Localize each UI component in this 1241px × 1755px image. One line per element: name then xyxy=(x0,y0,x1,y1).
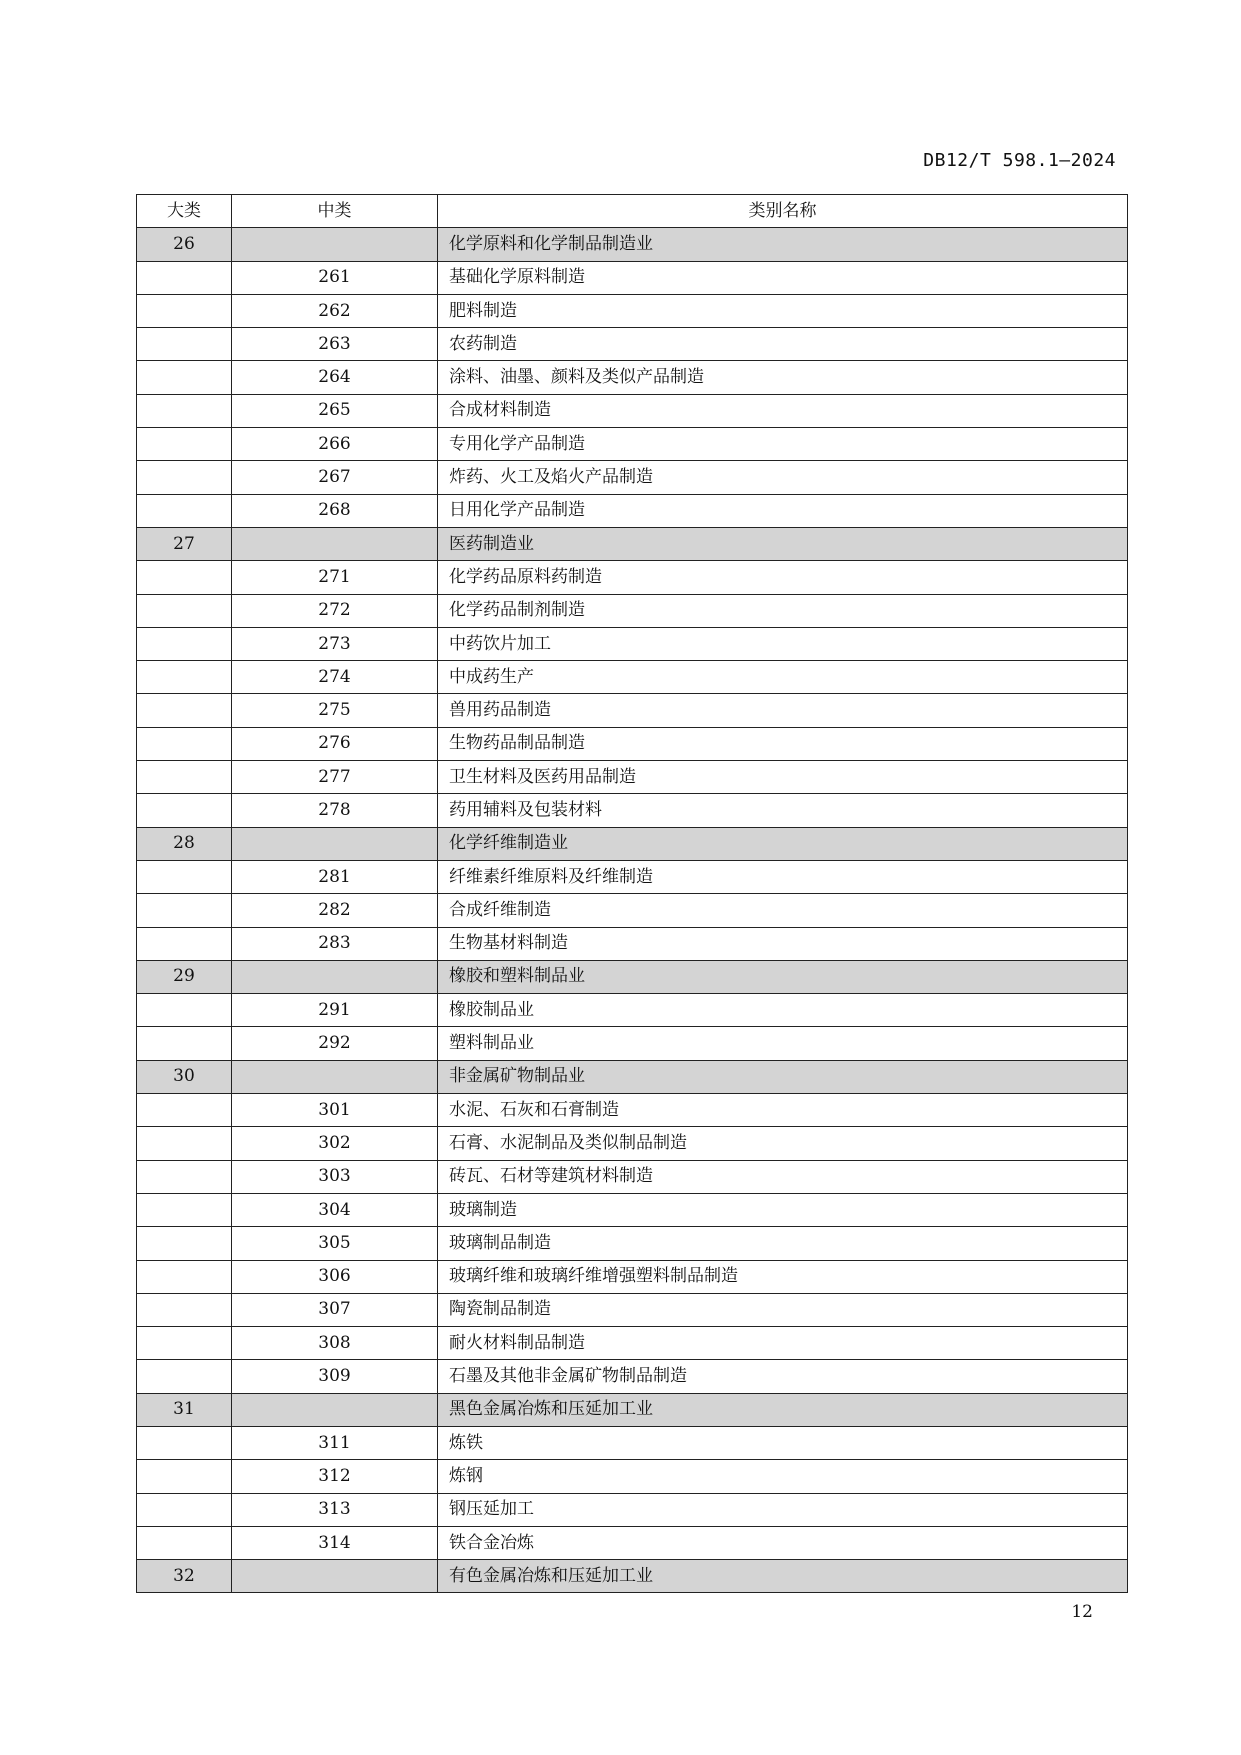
major-code-cell xyxy=(137,1260,232,1293)
major-category-row xyxy=(137,527,1128,560)
column-header-mid: 中类 xyxy=(232,195,438,228)
table-row xyxy=(137,761,1128,794)
major-code-cell xyxy=(137,1460,232,1493)
table-row xyxy=(137,1193,1128,1226)
major-code-cell xyxy=(137,1127,232,1160)
table-row xyxy=(137,1260,1128,1293)
category-name-cell: 水泥、石灰和石膏制造 xyxy=(438,1094,1128,1127)
mid-code-cell: 263 xyxy=(232,328,438,361)
major-code-cell xyxy=(137,1360,232,1393)
major-code-cell: 27 xyxy=(137,527,232,560)
mid-code-cell xyxy=(232,960,438,993)
mid-code-cell xyxy=(232,527,438,560)
table-header-row xyxy=(137,195,1128,228)
table-row xyxy=(137,994,1128,1027)
table-row xyxy=(137,727,1128,760)
table-row xyxy=(137,1094,1128,1127)
category-name-cell: 生物基材料制造 xyxy=(438,927,1128,960)
mid-code-cell: 292 xyxy=(232,1027,438,1060)
major-category-row xyxy=(137,1060,1128,1093)
major-code-cell xyxy=(137,1160,232,1193)
category-name-cell: 玻璃制造 xyxy=(438,1193,1128,1226)
mid-code-cell: 308 xyxy=(232,1327,438,1360)
major-code-cell xyxy=(137,1327,232,1360)
major-code-cell xyxy=(137,428,232,461)
mid-code-cell: 304 xyxy=(232,1193,438,1226)
mid-code-cell: 277 xyxy=(232,761,438,794)
table-row xyxy=(137,461,1128,494)
mid-code-cell: 307 xyxy=(232,1293,438,1326)
major-category-row xyxy=(137,1393,1128,1426)
major-code-cell xyxy=(137,761,232,794)
mid-code-cell xyxy=(232,827,438,860)
category-name-cell: 化学原料和化学制品制造业 xyxy=(438,228,1128,261)
mid-code-cell: 276 xyxy=(232,727,438,760)
mid-code-cell: 264 xyxy=(232,361,438,394)
major-code-cell: 29 xyxy=(137,960,232,993)
industry-classification-table xyxy=(136,194,1128,1593)
category-name-cell: 玻璃纤维和玻璃纤维增强塑料制品制造 xyxy=(438,1260,1128,1293)
column-header-major: 大类 xyxy=(137,195,232,228)
major-code-cell xyxy=(137,794,232,827)
mid-code-cell: 291 xyxy=(232,994,438,1027)
mid-code-cell: 272 xyxy=(232,594,438,627)
category-name-cell: 非金属矿物制品业 xyxy=(438,1060,1128,1093)
mid-code-cell: 303 xyxy=(232,1160,438,1193)
major-code-cell: 30 xyxy=(137,1060,232,1093)
mid-code-cell: 265 xyxy=(232,394,438,427)
category-name-cell: 涂料、油墨、颜料及类似产品制造 xyxy=(438,361,1128,394)
table-row xyxy=(137,1493,1128,1526)
category-name-cell: 中成药生产 xyxy=(438,661,1128,694)
table-row xyxy=(137,261,1128,294)
major-code-cell: 28 xyxy=(137,827,232,860)
category-name-cell: 农药制造 xyxy=(438,328,1128,361)
table-row xyxy=(137,494,1128,527)
major-code-cell xyxy=(137,461,232,494)
major-code-cell: 31 xyxy=(137,1393,232,1426)
major-code-cell xyxy=(137,1493,232,1526)
mid-code-cell: 305 xyxy=(232,1227,438,1260)
category-name-cell: 化学药品原料药制造 xyxy=(438,561,1128,594)
category-name-cell: 合成纤维制造 xyxy=(438,894,1128,927)
major-code-cell xyxy=(137,1227,232,1260)
mid-code-cell: 301 xyxy=(232,1094,438,1127)
table-row xyxy=(137,1127,1128,1160)
mid-code-cell: 266 xyxy=(232,428,438,461)
table-row xyxy=(137,1460,1128,1493)
major-code-cell xyxy=(137,561,232,594)
category-name-cell: 黑色金属冶炼和压延加工业 xyxy=(438,1393,1128,1426)
category-name-cell: 合成材料制造 xyxy=(438,394,1128,427)
page-number: 12 xyxy=(1071,1602,1093,1622)
category-name-cell: 生物药品制品制造 xyxy=(438,727,1128,760)
category-name-cell: 有色金属冶炼和压延加工业 xyxy=(438,1560,1128,1593)
table-row xyxy=(137,794,1128,827)
table-row xyxy=(137,594,1128,627)
mid-code-cell xyxy=(232,1560,438,1593)
table-row xyxy=(137,1293,1128,1326)
table-row xyxy=(137,927,1128,960)
table-row xyxy=(137,1327,1128,1360)
column-header-name: 类别名称 xyxy=(438,195,1128,228)
table-row xyxy=(137,1426,1128,1459)
table-row xyxy=(137,428,1128,461)
category-name-cell: 塑料制品业 xyxy=(438,1027,1128,1060)
category-name-cell: 石墨及其他非金属矿物制品制造 xyxy=(438,1360,1128,1393)
category-name-cell: 兽用药品制造 xyxy=(438,694,1128,727)
major-code-cell xyxy=(137,1526,232,1559)
mid-code-cell: 273 xyxy=(232,627,438,660)
mid-code-cell: 313 xyxy=(232,1493,438,1526)
mid-code-cell: 261 xyxy=(232,261,438,294)
table-row xyxy=(137,361,1128,394)
major-code-cell xyxy=(137,860,232,893)
major-code-cell xyxy=(137,494,232,527)
mid-code-cell: 262 xyxy=(232,294,438,327)
major-code-cell xyxy=(137,1193,232,1226)
category-name-cell: 石膏、水泥制品及类似制品制造 xyxy=(438,1127,1128,1160)
category-name-cell: 砖瓦、石材等建筑材料制造 xyxy=(438,1160,1128,1193)
category-name-cell: 肥料制造 xyxy=(438,294,1128,327)
table-row xyxy=(137,860,1128,893)
category-name-cell: 铁合金冶炼 xyxy=(438,1526,1128,1559)
major-code-cell xyxy=(137,1293,232,1326)
table-row xyxy=(137,661,1128,694)
category-name-cell: 中药饮片加工 xyxy=(438,627,1128,660)
major-code-cell xyxy=(137,727,232,760)
table-row xyxy=(137,1027,1128,1060)
major-code-cell xyxy=(137,261,232,294)
major-code-cell xyxy=(137,694,232,727)
major-code-cell xyxy=(137,1027,232,1060)
major-category-row xyxy=(137,960,1128,993)
category-name-cell: 炼铁 xyxy=(438,1426,1128,1459)
table-row xyxy=(137,894,1128,927)
major-code-cell xyxy=(137,1094,232,1127)
major-code-cell xyxy=(137,594,232,627)
major-code-cell xyxy=(137,894,232,927)
major-code-cell: 32 xyxy=(137,1560,232,1593)
category-name-cell: 玻璃制品制造 xyxy=(438,1227,1128,1260)
major-code-cell xyxy=(137,1426,232,1459)
table-row xyxy=(137,1526,1128,1559)
mid-code-cell: 302 xyxy=(232,1127,438,1160)
mid-code-cell: 271 xyxy=(232,561,438,594)
table-row xyxy=(137,294,1128,327)
document-code: DB12/T 598.1—2024 xyxy=(923,150,1116,171)
category-name-cell: 医药制造业 xyxy=(438,527,1128,560)
mid-code-cell: 282 xyxy=(232,894,438,927)
category-name-cell: 橡胶和塑料制品业 xyxy=(438,960,1128,993)
major-code-cell xyxy=(137,294,232,327)
category-name-cell: 日用化学产品制造 xyxy=(438,494,1128,527)
major-code-cell: 26 xyxy=(137,228,232,261)
mid-code-cell xyxy=(232,1393,438,1426)
table-row xyxy=(137,394,1128,427)
category-name-cell: 橡胶制品业 xyxy=(438,994,1128,1027)
mid-code-cell xyxy=(232,1060,438,1093)
major-code-cell xyxy=(137,627,232,660)
category-name-cell: 专用化学产品制造 xyxy=(438,428,1128,461)
major-code-cell xyxy=(137,994,232,1027)
mid-code-cell xyxy=(232,228,438,261)
mid-code-cell: 312 xyxy=(232,1460,438,1493)
mid-code-cell: 314 xyxy=(232,1526,438,1559)
category-name-cell: 炸药、火工及焰火产品制造 xyxy=(438,461,1128,494)
table-row xyxy=(137,1360,1128,1393)
category-name-cell: 炼钢 xyxy=(438,1460,1128,1493)
category-name-cell: 钢压延加工 xyxy=(438,1493,1128,1526)
category-name-cell: 耐火材料制品制造 xyxy=(438,1327,1128,1360)
mid-code-cell: 278 xyxy=(232,794,438,827)
mid-code-cell: 309 xyxy=(232,1360,438,1393)
major-category-row xyxy=(137,827,1128,860)
category-name-cell: 化学药品制剂制造 xyxy=(438,594,1128,627)
table-row xyxy=(137,1160,1128,1193)
mid-code-cell: 311 xyxy=(232,1426,438,1459)
mid-code-cell: 275 xyxy=(232,694,438,727)
major-code-cell xyxy=(137,328,232,361)
mid-code-cell: 306 xyxy=(232,1260,438,1293)
category-name-cell: 基础化学原料制造 xyxy=(438,261,1128,294)
mid-code-cell: 268 xyxy=(232,494,438,527)
major-code-cell xyxy=(137,661,232,694)
table-body xyxy=(137,228,1128,1593)
table-row xyxy=(137,328,1128,361)
category-name-cell: 药用辅料及包装材料 xyxy=(438,794,1128,827)
mid-code-cell: 267 xyxy=(232,461,438,494)
major-code-cell xyxy=(137,394,232,427)
table-row xyxy=(137,627,1128,660)
major-code-cell xyxy=(137,361,232,394)
major-category-row xyxy=(137,1560,1128,1593)
mid-code-cell: 281 xyxy=(232,860,438,893)
category-name-cell: 纤维素纤维原料及纤维制造 xyxy=(438,860,1128,893)
category-name-cell: 卫生材料及医药用品制造 xyxy=(438,761,1128,794)
major-category-row xyxy=(137,228,1128,261)
category-name-cell: 化学纤维制造业 xyxy=(438,827,1128,860)
category-name-cell: 陶瓷制品制造 xyxy=(438,1293,1128,1326)
table-row xyxy=(137,1227,1128,1260)
major-code-cell xyxy=(137,927,232,960)
table-row xyxy=(137,694,1128,727)
mid-code-cell: 283 xyxy=(232,927,438,960)
table-row xyxy=(137,561,1128,594)
mid-code-cell: 274 xyxy=(232,661,438,694)
